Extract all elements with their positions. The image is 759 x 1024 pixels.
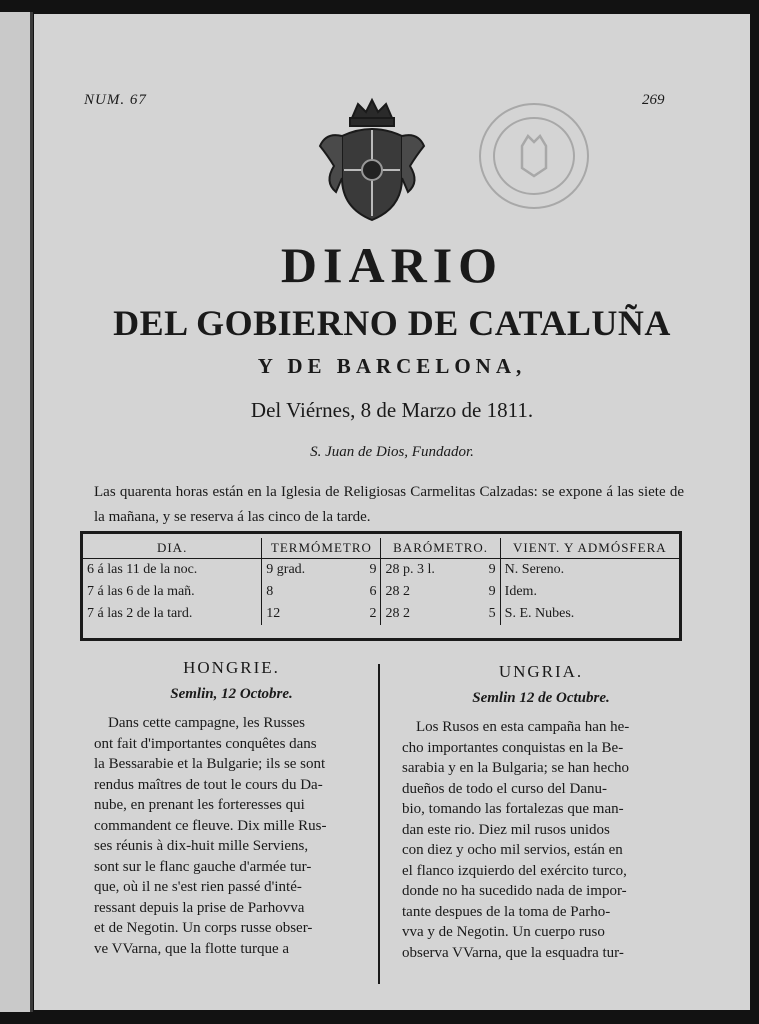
text-line: que, où il ne s'est rien passé d'inté- <box>94 879 302 895</box>
church-notice: Las quarenta horas están en la Iglesia de Religiosas Carmelitas Calzadas: se expone á las siete de la mañana, y se reserva á las cinco de la tarde. <box>94 484 684 525</box>
text-line: cho importantes conquistas en la Be- <box>402 739 624 756</box>
text-line: nube, en prenant les forteresses qui <box>94 797 305 813</box>
header-viento: VIENT. Y ADMÓSFERA <box>500 538 679 559</box>
text-line: dueños de todo el curso del Danu- <box>402 780 607 797</box>
term-value: 12 <box>266 606 281 621</box>
cell-barometro <box>381 603 500 625</box>
bar-value: 28 2 <box>385 584 410 599</box>
text-line: la Bessarabie et la Bulgarie; ils se sont <box>94 756 326 772</box>
issue-date: Del Viérnes, 8 de Marzo de 1811. <box>250 398 534 422</box>
text-line: el flanco izquierdo del exército turco, <box>402 862 627 879</box>
column-divider <box>378 664 380 984</box>
text-line: ont fait d'importantes conquêtes dans <box>94 735 317 752</box>
cell-termometro <box>262 559 381 582</box>
text-line: con diez y ocho mil servios, están en <box>402 842 623 858</box>
table-row <box>83 581 679 603</box>
text-line: Los Rusos en esta campaña han he- <box>416 719 630 735</box>
adjacent-page-edge <box>0 12 33 1012</box>
bar-fraction: 9 <box>488 584 496 599</box>
cell-barometro <box>381 559 500 582</box>
text-line: rendus maîtres de tout le cours du Da- <box>94 776 323 793</box>
library-stamp-icon <box>474 96 594 216</box>
header-barometro: BARÓMETRO. <box>381 538 500 559</box>
text-line: et de Negotin. Un corps russe obser- <box>94 920 313 936</box>
masthead-title: DIARIO <box>280 237 504 293</box>
text-line: ses réunis à dix-huit mille Serviens, <box>94 838 309 854</box>
masthead-city: Y DE BARCELONA, <box>257 354 527 378</box>
weather-table-header <box>83 538 679 559</box>
text-line: tante despues de la toma de Parho- <box>402 903 611 920</box>
bar-value: 28 2 <box>385 606 410 621</box>
text-line: ressant depuis la prise de Parhovva <box>94 899 305 916</box>
text-line: donde no ha sucedido nada de impor- <box>402 883 627 899</box>
table-row <box>83 559 679 582</box>
french-body <box>94 713 369 959</box>
header-termometro: TERMÓMETRO <box>262 538 381 559</box>
weather-table <box>80 531 682 641</box>
spanish-column <box>402 662 680 963</box>
text-line: commandent ce fleuve. Dix mille Rus- <box>94 817 327 834</box>
french-dateline: Semlin, 12 Octobre. <box>170 686 293 702</box>
table-row <box>83 603 679 625</box>
cell-termometro <box>262 581 381 603</box>
term-value: 9 grad. <box>266 562 306 577</box>
french-section-title: HONGRIE. <box>183 658 280 677</box>
text-line: bio, tomando las fortalezas que man- <box>402 801 624 817</box>
spanish-section-title: UNGRIA. <box>498 662 584 681</box>
cell-dia: 7 á las 2 de la tard. <box>87 606 193 621</box>
spanish-body <box>402 717 680 963</box>
text-line: vva y de Negotin. Un cuerpo ruso <box>402 924 605 940</box>
masthead-subtitle: DEL GOBIERNO DE CATALUÑA <box>113 303 671 343</box>
text-line: sarabia y en la Bulgaria; se han hecho <box>402 760 629 776</box>
term-value: 8 <box>266 584 274 599</box>
page-number: 269 <box>642 92 665 108</box>
bar-value: 28 p. 3 l. <box>385 562 435 577</box>
term-fraction: 9 <box>369 562 377 577</box>
term-fraction: 2 <box>369 606 377 621</box>
term-fraction: 6 <box>369 584 377 599</box>
coat-of-arms-icon <box>312 96 432 226</box>
text-line: observa VVarna, que la esquadra tur- <box>402 944 624 961</box>
cell-dia: 6 á las 11 de la noc. <box>87 562 198 577</box>
bar-fraction: 9 <box>488 562 496 577</box>
text-line: ve VVarna, que la flotte turque a <box>94 940 290 957</box>
issue-number: NUM. 67 <box>84 92 147 108</box>
text-line: sont sur le flanc gauche d'armée tur- <box>94 858 312 875</box>
cell-dia: 7 á las 6 de la mañ. <box>87 584 195 599</box>
header-dia: DIA. <box>83 538 262 559</box>
spanish-dateline: Semlin 12 de Octubre. <box>472 690 610 706</box>
cell-viento: N. Sereno. <box>500 559 679 582</box>
cell-viento: Idem. <box>500 581 679 603</box>
bar-fraction: 5 <box>488 606 496 621</box>
newspaper-page <box>34 14 750 1010</box>
text-line: Dans cette campagne, les Russes <box>108 715 306 731</box>
text-line: dan este rio. Diez mil rusos unidos <box>402 821 610 838</box>
cell-barometro <box>381 581 500 603</box>
saint-of-day: S. Juan de Dios, Fundador. <box>310 444 474 460</box>
cell-termometro <box>262 603 381 625</box>
cell-viento: S. E. Nubes. <box>500 603 679 625</box>
french-column <box>94 658 369 959</box>
